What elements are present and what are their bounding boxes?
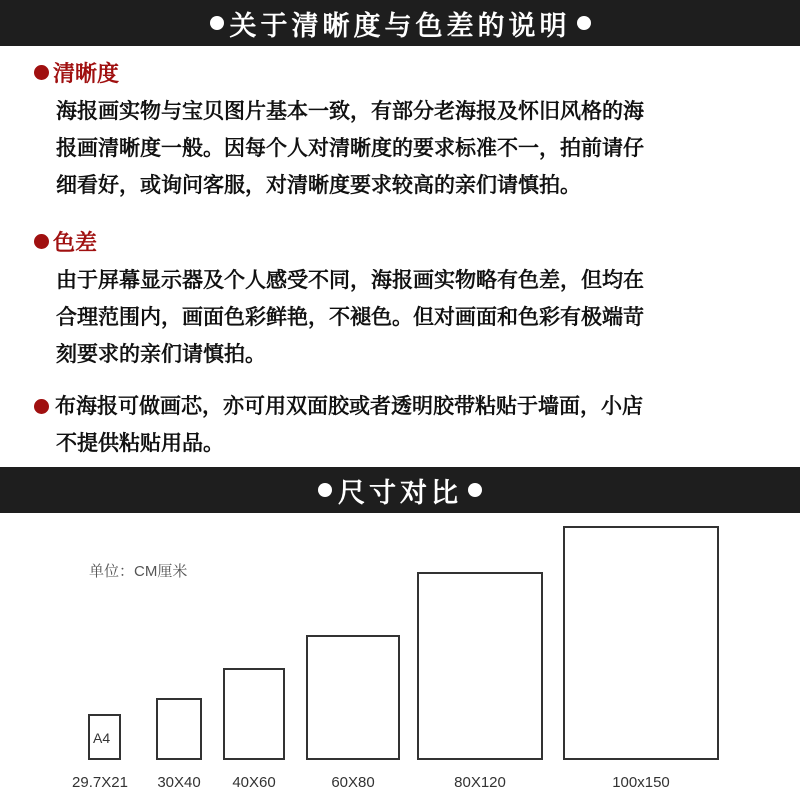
header-banner-size bbox=[0, 467, 800, 513]
section-title-text: 清晰度 bbox=[53, 62, 120, 87]
paragraph-line: 布海报可做画芯，亦可用双面胶或者透明胶带粘贴于墙面，小店 bbox=[55, 394, 643, 418]
size-label: 30X40 bbox=[157, 774, 201, 791]
paragraph-line: 由于屏幕显示器及个人感受不同，海报画实物略有色差，但均在 bbox=[56, 268, 644, 292]
clarity-paragraph bbox=[56, 93, 644, 204]
red-bullet-icon bbox=[34, 234, 49, 249]
paragraph-line: 不提供粘贴用品。 bbox=[56, 431, 224, 455]
color-diff-paragraph bbox=[56, 262, 644, 373]
paragraph-line: 刻要求的亲们请慎拍。 bbox=[56, 342, 266, 366]
size-label: 100x150 bbox=[612, 774, 670, 791]
red-bullet-icon bbox=[34, 399, 49, 414]
header-title: 关于清晰度与色差的说明 bbox=[229, 10, 571, 42]
size-frame-30x40 bbox=[156, 698, 202, 760]
bullet-dot-icon bbox=[468, 483, 482, 497]
bullet-dot-icon bbox=[577, 16, 591, 30]
size-frame-80x120 bbox=[417, 572, 543, 760]
size-label: 40X60 bbox=[232, 774, 276, 791]
red-bullet-icon bbox=[34, 65, 49, 80]
size-label: 60X80 bbox=[331, 774, 375, 791]
size-label: 80X120 bbox=[454, 774, 506, 791]
section-title-color-diff bbox=[34, 226, 97, 257]
paragraph-line: 合理范围内，画面色彩鲜艳，不褪色。但对画面和色彩有极端苛 bbox=[56, 305, 644, 329]
paragraph-line: 海报画实物与宝贝图片基本一致，有部分老海报及怀旧风格的海 bbox=[56, 99, 644, 123]
section-title-clarity bbox=[34, 57, 119, 88]
a4-label: A4 bbox=[93, 730, 111, 746]
paragraph-line: 报画清晰度一般。因每个人对清晰度的要求标准不一，拍前请仔 bbox=[56, 136, 644, 160]
header-title: 尺寸对比 bbox=[338, 477, 462, 509]
size-label: 29.7X21 bbox=[72, 774, 128, 791]
size-frame-60x80 bbox=[306, 635, 400, 760]
bullet-dot-icon bbox=[318, 483, 332, 497]
section-title-text: 色差 bbox=[53, 231, 98, 256]
size-frame-40x60 bbox=[223, 668, 285, 760]
unit-label: 单位：CM厘米 bbox=[89, 563, 188, 580]
header-banner-clarity bbox=[0, 0, 800, 46]
size-frame-100x150 bbox=[563, 526, 719, 760]
mounting-note bbox=[34, 388, 643, 462]
bullet-dot-icon bbox=[210, 16, 224, 30]
paragraph-line: 细看好，或询问客服，对清晰度要求较高的亲们请慎拍。 bbox=[56, 173, 581, 197]
